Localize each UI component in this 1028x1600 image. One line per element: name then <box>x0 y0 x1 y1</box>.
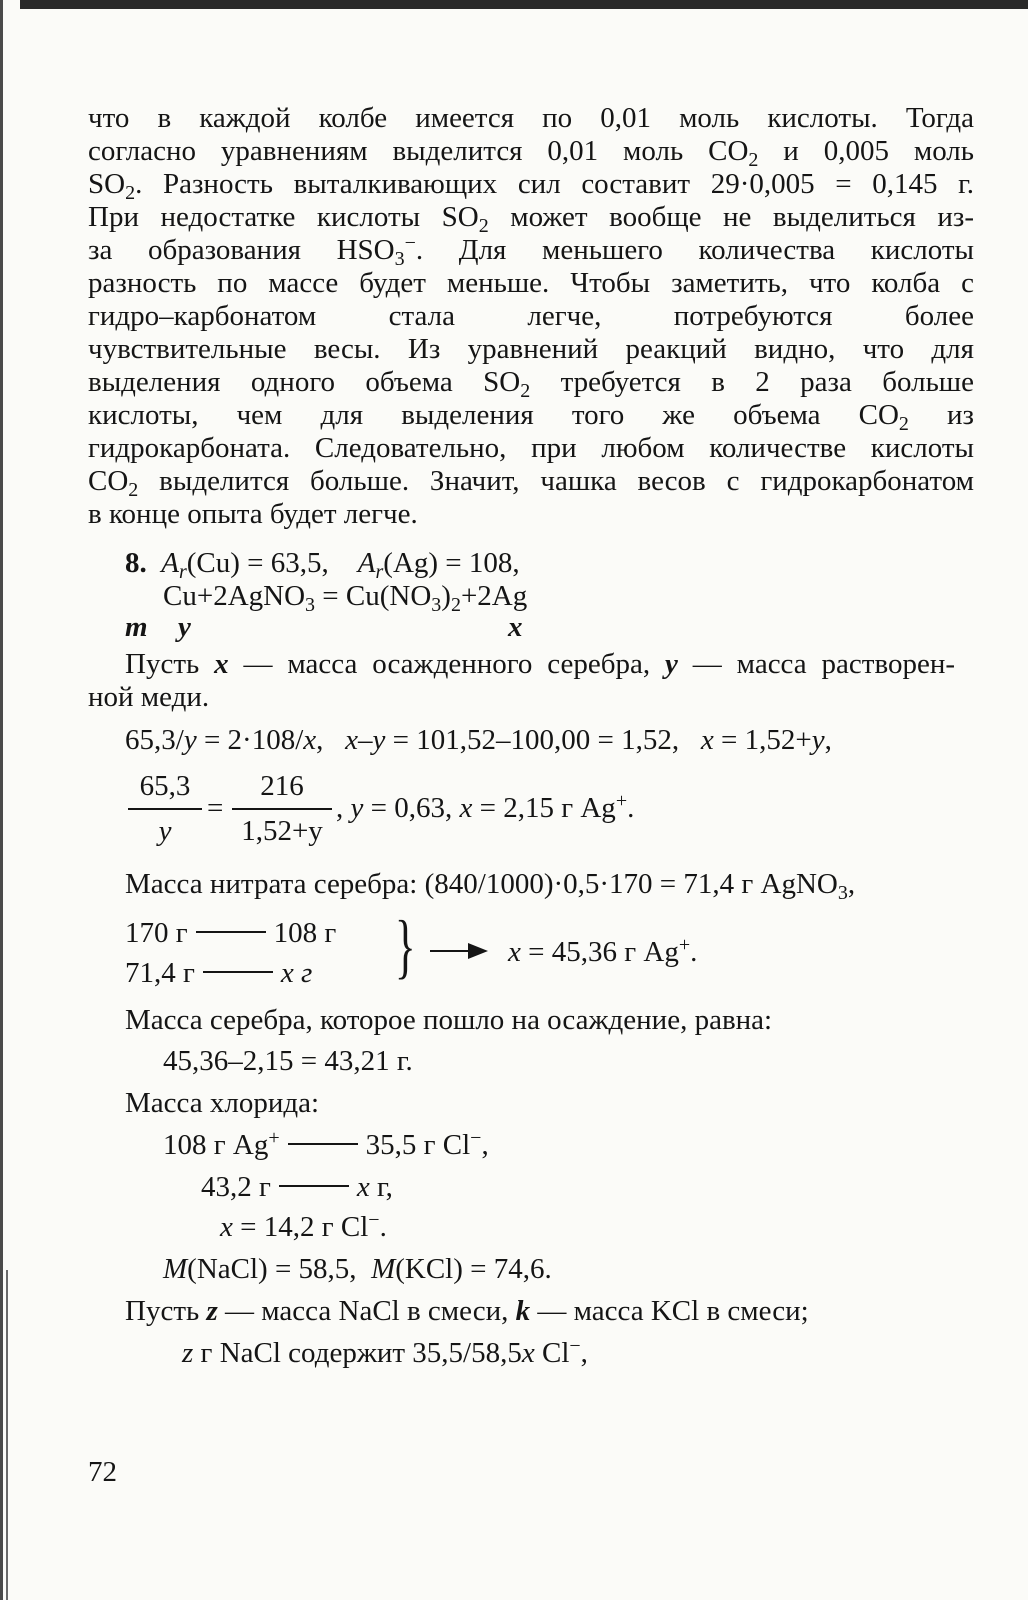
silver-mass-calc: 45,36–2,15 = 43,21 г. <box>163 1045 413 1077</box>
reaction-labels: m <box>125 611 148 643</box>
silver-mass-label: Масса серебра, которое пошло на осаждение, равна: <box>125 1004 773 1036</box>
text-line-5: за образования $HSO_3^-$. Для меньшего количества кислоты <box>88 232 974 270</box>
fraction-2-numerator: 216 <box>260 770 304 802</box>
text-line-1: что в каждой колбе имеется по 0,01 моль кислоты. Тогда <box>88 102 974 134</box>
problem-8-header: 8. $A_r(Cu) = 63,5$, $A_r(Ag) = 108$, <box>125 547 520 583</box>
proportion-1-result: x = 45,36 г Ag+. <box>508 934 698 968</box>
proportion-2-result: x = 14,2 г Cl−. <box>220 1209 387 1243</box>
left-border <box>0 0 3 1600</box>
arrow-line <box>430 950 472 952</box>
text-line-12: $CO_2$ выделится больше. Значит, чашка весов с гидрокарбонатом <box>88 465 974 501</box>
fraction-1-denominator: y <box>158 815 172 847</box>
text-line-7: гидро–карбонатом стала легче, потребуются более <box>88 300 974 332</box>
left-border-2 <box>6 1270 8 1600</box>
reaction-label-x: x <box>508 611 523 643</box>
text-line-8: чувствительные весы. Из уравнений реакций видно, что для <box>88 333 974 365</box>
text-line-3: $SO_2$. Разность выталкивающих сил составит 29·0,005 = 0,145 г. <box>88 168 974 204</box>
text-line-9: выделения одного объема $SO_2$ требуется в 2 раза больше <box>88 366 974 402</box>
fraction-2-bar <box>232 808 332 810</box>
chloride-label: Масса хлорида: <box>125 1087 320 1119</box>
equation-1: 65,3/y = 2·108/x, x–y = 101,52–100,00 = 1,52, x = 1,52+y, <box>125 724 832 756</box>
let-line-3: Пусть z — масса NaCl в смеси, k — масса KCl в смеси; <box>125 1295 809 1327</box>
nitrate-mass-line: Масса нитрата серебра: (840/1000)·0,5·170 = 71,4 г AgNO$_3$, <box>125 868 856 904</box>
text-line-11: гидрокарбоната. Следовательно, при любом количестве кислоты <box>88 432 974 464</box>
last-line: z г NaCl содержит 35,5/58,5x Cl−, <box>182 1335 588 1369</box>
fraction-1-numerator: 65,3 <box>139 770 191 802</box>
fraction-equals: = <box>207 792 224 824</box>
text-line-2: согласно уравнениям выделится 0,01 моль $CO_2$ и 0,005 моль <box>88 135 975 171</box>
let-line-1: Пусть x — масса осажденного серебра, y — масса растворен- <box>125 648 955 680</box>
fraction-1-bar <box>128 808 202 810</box>
text-line-13: в конце опыта будет легче. <box>88 498 418 530</box>
top-border <box>20 0 1028 9</box>
let-line-2: ной меди. <box>88 681 210 713</box>
text-line-4: При недостатке кислоты $SO_2$ может вообще не выделиться из- <box>88 201 974 237</box>
right-brace: } <box>394 906 416 986</box>
proportion-1-line-2: 71,4 г x г <box>125 957 313 989</box>
fraction-2-denominator: 1,52+y <box>241 815 323 847</box>
proportion-2-line-2: 43,2 г x г, <box>201 1171 393 1203</box>
text-line-10: кислоты, чем для выделения того же объема $CO_2$ из <box>88 399 974 435</box>
fraction-result: , y = 0,63, x = 2,15 г Ag+. <box>336 790 635 824</box>
page-number: 72 <box>88 1456 117 1488</box>
arrow-head-icon <box>468 943 488 959</box>
proportion-2-line-1: 108 г Ag+ 35,5 г Cl−, <box>163 1127 489 1161</box>
text-line-6: разность по массе будет меньше. Чтобы заметить, что колба с <box>88 267 974 299</box>
molar-masses: M(NaCl) = 58,5, M(KCl) = 74,6. <box>163 1253 552 1285</box>
reaction-equation: Cu+2AgNO$_3$ = $Cu(NO_3)_2+2Ag$ <box>163 580 528 616</box>
proportion-1-line-1: 170 г 108 г <box>125 917 337 949</box>
problem-number: 8. <box>125 547 147 579</box>
reaction-label-y: y <box>178 611 191 643</box>
